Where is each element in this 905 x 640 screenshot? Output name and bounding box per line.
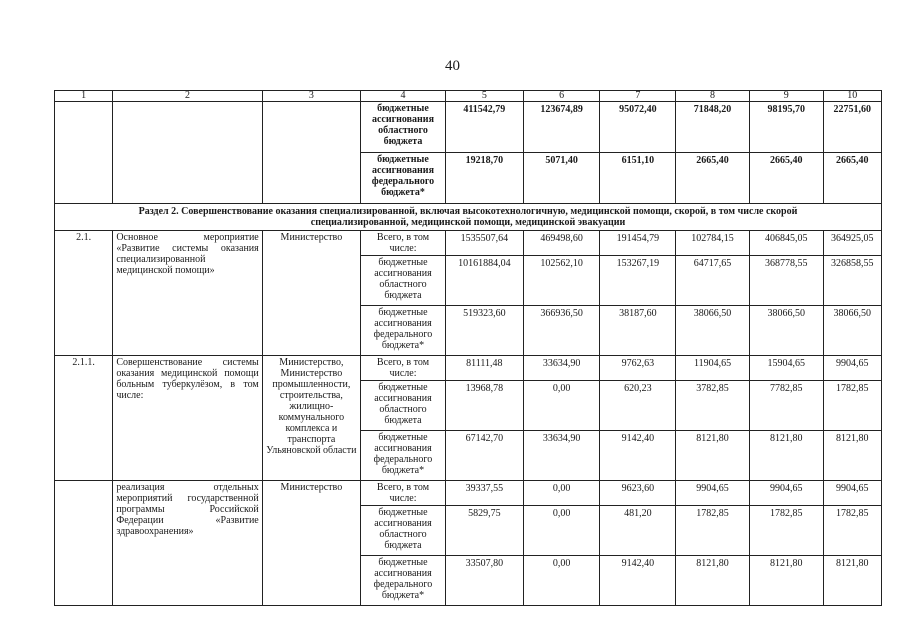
value-cell: 9142,40: [600, 556, 676, 606]
value-cell: 519323,60: [445, 306, 523, 356]
column-header: 6: [523, 91, 600, 102]
value-cell: 5829,75: [445, 506, 523, 556]
value-cell: 1782,85: [676, 506, 750, 556]
value-cell: 1782,85: [823, 506, 881, 556]
value-cell: 2665,40: [823, 153, 881, 204]
value-cell: 9762,63: [600, 356, 676, 381]
name-cell-empty: [113, 102, 262, 204]
value-cell: 38187,60: [600, 306, 676, 356]
value-cell: 9904,65: [676, 481, 750, 506]
funding-source-label: бюджетные ассигнования областного бюджета: [361, 256, 446, 306]
value-cell: 102784,15: [676, 231, 750, 256]
value-cell: 9904,65: [823, 481, 881, 506]
funding-source-label: бюджетные ассигнования федерального бюджета*: [361, 306, 446, 356]
column-header: 1: [55, 91, 113, 102]
funding-source-label: бюджетные ассигнования областного бюджета: [361, 381, 446, 431]
value-cell: 33634,90: [523, 356, 600, 381]
item-code: 2.1.: [55, 231, 113, 356]
value-cell: 0,00: [523, 481, 600, 506]
value-cell: 95072,40: [600, 102, 676, 153]
value-cell: 1535507,64: [445, 231, 523, 256]
funding-source-label: бюджетные ассигнования федерального бюджета*: [361, 431, 446, 481]
value-cell: 8121,80: [823, 431, 881, 481]
value-cell: 71848,20: [676, 102, 750, 153]
value-cell: 1782,85: [823, 381, 881, 431]
value-cell: 2665,40: [749, 153, 823, 204]
value-cell: 13968,78: [445, 381, 523, 431]
value-cell: 15904,65: [749, 356, 823, 381]
value-cell: 406845,05: [749, 231, 823, 256]
value-cell: 1782,85: [749, 506, 823, 556]
value-cell: 366936,50: [523, 306, 600, 356]
value-cell: 33507,80: [445, 556, 523, 606]
item-code: 2.1.1.: [55, 356, 113, 481]
value-cell: 9142,40: [600, 431, 676, 481]
table-row: [55, 102, 882, 153]
column-header: 4: [361, 91, 446, 102]
value-cell: 8121,80: [749, 556, 823, 606]
section-title: Раздел 2. Совершенствование оказания специализированной, включая высокотехнологичную, медицинской помощи, скорой, в том числе скорой специализированной, медицинской помощи, медицинской эвакуации: [55, 204, 882, 231]
column-header: 8: [676, 91, 750, 102]
executor: Министерство, Министерство промышленности, строительства, жилищно-коммунального комплекса и транспорта Ульяновской области: [262, 356, 360, 481]
executor: Министерство: [262, 231, 360, 356]
value-cell: 0,00: [523, 506, 600, 556]
value-cell: 19218,70: [445, 153, 523, 204]
table-row: [55, 481, 882, 506]
funding-source-label: бюджетные ассигнования областного бюджета: [361, 506, 446, 556]
value-cell: 81111,48: [445, 356, 523, 381]
value-cell: 98195,70: [749, 102, 823, 153]
value-cell: 38066,50: [823, 306, 881, 356]
code-cell-empty: [55, 102, 113, 204]
item-name: Совершенствование системы оказания медицинской помощи больным туберкулёзом, в том числе:: [113, 356, 262, 481]
value-cell: 0,00: [523, 556, 600, 606]
value-cell: 481,20: [600, 506, 676, 556]
funding-source-label: Всего, в том числе:: [361, 231, 446, 256]
value-cell: 6151,10: [600, 153, 676, 204]
page-number: 40: [445, 58, 460, 74]
code-cell-empty: [55, 481, 113, 606]
value-cell: 64717,65: [676, 256, 750, 306]
value-cell: 9623,60: [600, 481, 676, 506]
value-cell: 9904,65: [823, 356, 881, 381]
column-header: 5: [445, 91, 523, 102]
value-cell: 326858,55: [823, 256, 881, 306]
value-cell: 2665,40: [676, 153, 750, 204]
column-number-row: [55, 91, 882, 102]
value-cell: 368778,55: [749, 256, 823, 306]
column-header: 2: [113, 91, 262, 102]
value-cell: 9904,65: [749, 481, 823, 506]
value-cell: 191454,79: [600, 231, 676, 256]
item-name: реализация отдельных мероприятий государственной программы Российской Федерации «Развитие здравоохранения»: [113, 481, 262, 606]
executor: Министерство: [262, 481, 360, 606]
executor-cell-empty: [262, 102, 360, 204]
value-cell: 8121,80: [823, 556, 881, 606]
value-cell: 153267,19: [600, 256, 676, 306]
value-cell: 38066,50: [749, 306, 823, 356]
column-header: 9: [749, 91, 823, 102]
value-cell: 8121,80: [749, 431, 823, 481]
value-cell: 5071,40: [523, 153, 600, 204]
value-cell: 38066,50: [676, 306, 750, 356]
column-header: 7: [600, 91, 676, 102]
funding-source-label: Всего, в том числе:: [361, 481, 446, 506]
value-cell: 3782,85: [676, 381, 750, 431]
funding-source-label: бюджетные ассигнования областного бюджета: [361, 102, 446, 153]
funding-source-label: Всего, в том числе:: [361, 356, 446, 381]
value-cell: 8121,80: [676, 556, 750, 606]
value-cell: 411542,79: [445, 102, 523, 153]
value-cell: 123674,89: [523, 102, 600, 153]
value-cell: 39337,55: [445, 481, 523, 506]
item-name: Основное мероприятие «Развитие системы оказания специализированной медицинской помощи»: [113, 231, 262, 356]
value-cell: 22751,60: [823, 102, 881, 153]
value-cell: 469498,60: [523, 231, 600, 256]
value-cell: 10161884,04: [445, 256, 523, 306]
value-cell: 33634,90: [523, 431, 600, 481]
column-header: 3: [262, 91, 360, 102]
table-row: [55, 231, 882, 256]
table-row: [55, 356, 882, 381]
section-header-row: [55, 204, 882, 231]
value-cell: 11904,65: [676, 356, 750, 381]
value-cell: 364925,05: [823, 231, 881, 256]
funding-source-label: бюджетные ассигнования федерального бюджета*: [361, 556, 446, 606]
value-cell: 102562,10: [523, 256, 600, 306]
column-header: 10: [823, 91, 881, 102]
value-cell: 0,00: [523, 381, 600, 431]
budget-table: [54, 90, 882, 606]
value-cell: 67142,70: [445, 431, 523, 481]
value-cell: 620,23: [600, 381, 676, 431]
value-cell: 7782,85: [749, 381, 823, 431]
value-cell: 8121,80: [676, 431, 750, 481]
funding-source-label: бюджетные ассигнования федерального бюджета*: [361, 153, 446, 204]
